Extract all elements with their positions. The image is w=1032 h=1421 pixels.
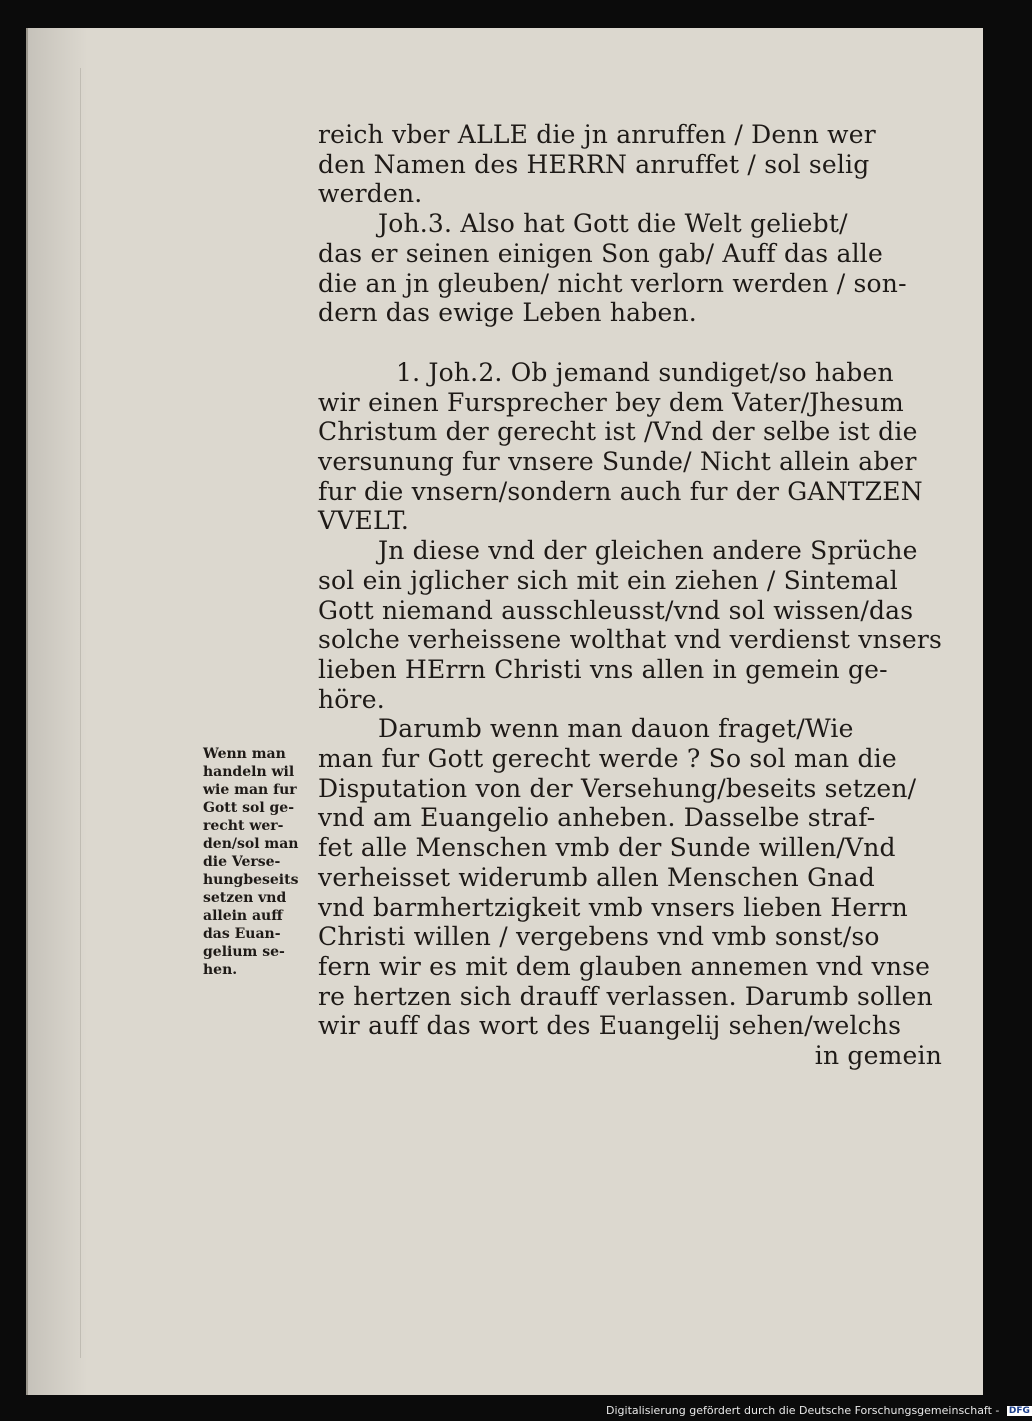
text-line: sol ein jglicher sich mit ein ziehen / Sintemal <box>318 565 898 595</box>
credit-text: Digitalisierung gefördert durch die Deutsche Forschungsgemeinschaft - <box>606 1404 1000 1417</box>
marginal-line: wie man fur <box>203 782 297 798</box>
text-line: Jn diese vnd der gleichen andere Sprüche <box>378 536 918 566</box>
text-line: Gott niemand ausschleusst/vnd sol wissen/das <box>318 595 914 625</box>
text-line: Christum der gerecht ist /Vnd der selbe ist die <box>318 417 918 447</box>
text-line: höre. <box>318 684 385 714</box>
marginal-line: Wenn man <box>203 746 286 762</box>
text-line: re hertzen sich drauff verlassen. Darumb sollen <box>318 981 933 1011</box>
text-line: versunung fur vnsere Sunde/ Nicht allein aber <box>318 447 917 477</box>
text-line: lieben HErrn Christi vns allen in gemein ge- <box>318 654 888 684</box>
marginal-line: den/sol man <box>203 836 299 852</box>
marginal-line: handeln wil <box>203 764 295 780</box>
text-line: das er seinen einigen Son gab/ Auff das alle <box>318 238 883 268</box>
marginal-line: gelium se- <box>203 944 285 960</box>
page-shadow <box>28 28 88 1395</box>
text-line: VVELT. <box>318 506 410 536</box>
marginal-line: das Euan- <box>203 926 281 942</box>
text-line: vnd barmhertzigkeit vmb vnsers lieben Herrn <box>318 892 908 922</box>
text-line: fet alle Menschen vmb der Sunde willen/Vnd <box>318 833 896 863</box>
text-line: Disputation von der Versehung/beseits setzen/ <box>318 773 917 803</box>
marginal-line: setzen vnd <box>203 890 287 906</box>
marginal-line: allein auff <box>203 908 283 924</box>
main-text <box>318 120 950 1071</box>
text-line: 1. Joh.2. Ob jemand sundiget/so haben <box>396 357 894 387</box>
text-line: Joh.3. Also hat Gott die Welt geliebt/ <box>378 209 848 239</box>
text-line: den Namen des HERRN anruffet / sol selig <box>318 149 870 179</box>
text-line: vnd am Euangelio anheben. Dasselbe straf- <box>318 803 876 833</box>
text-line: Darumb wenn man dauon fraget/Wie <box>378 714 854 744</box>
marginal-line: Gott sol ge- <box>203 800 295 816</box>
text-line: wir auff das wort des Euangelij sehen/welchs <box>318 1011 902 1041</box>
marginal-note <box>203 745 328 979</box>
marginal-line: die Verse- <box>203 854 281 870</box>
gutter-line <box>80 68 81 1358</box>
text-line: wir einen Fursprecher bey dem Vater/Jhesum <box>318 387 904 417</box>
text-line: die an jn gleuben/ nicht verlorn werden / son- <box>318 268 907 298</box>
catchword: in gemein <box>814 1041 942 1071</box>
dfg-logo: DFG <box>1008 1406 1030 1416</box>
text-line: fur die vnsern/sondern auch fur der GANTZEN <box>318 476 923 506</box>
text-line: verheisset widerumb allen Menschen Gnad <box>318 862 875 892</box>
text-line: reich vber ALLE die jn anruffen / Denn wer <box>318 120 876 149</box>
digitization-credit <box>606 1404 1032 1417</box>
text-line: Christi willen / vergebens vnd vmb sonst/so <box>318 922 880 952</box>
text-line: fern wir es mit dem glauben annemen vnd vnse <box>318 951 931 981</box>
text-line: man fur Gott gerecht werde ? So sol man die <box>318 744 897 774</box>
text-line: werden. <box>318 179 423 209</box>
text-line: dern das ewige Leben haben. <box>318 298 697 328</box>
marginal-line: recht wer- <box>203 818 284 834</box>
text-line: solche verheissene wolthat vnd verdienst vnsers <box>318 625 943 655</box>
marginal-line: hen. <box>203 962 238 978</box>
marginal-line: hungbeseits <box>203 872 299 888</box>
